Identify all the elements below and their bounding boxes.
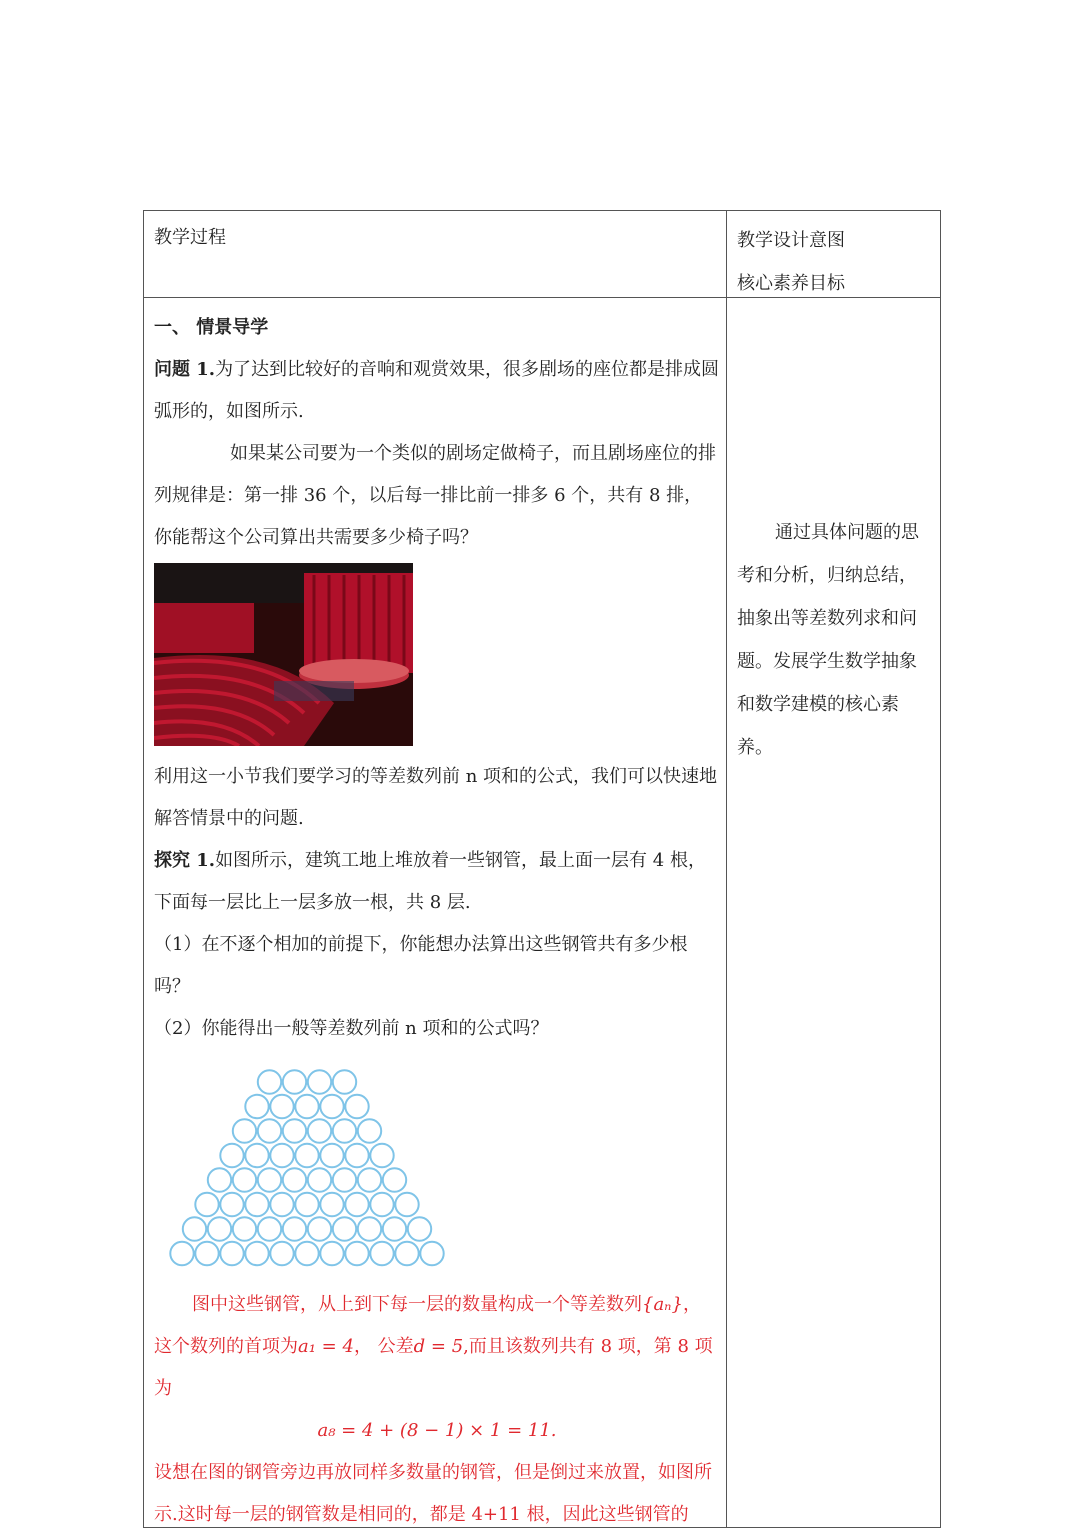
pipe — [233, 1217, 256, 1240]
pipe — [358, 1168, 381, 1191]
pipe — [345, 1095, 368, 1118]
pipe — [395, 1242, 418, 1265]
pipe — [195, 1193, 218, 1216]
first-term: a₁ = 4 — [298, 1336, 354, 1357]
common-difference: d = 5 — [413, 1336, 464, 1357]
pipe — [208, 1168, 231, 1191]
answer-line-1 — [154, 1284, 720, 1326]
explore-text: 如图所示，建筑工地上堆放着一些钢管，最上面一层有 4 根，下面每一层比上一层多放一根，共 8 层. — [154, 850, 706, 913]
pipe — [320, 1144, 343, 1167]
pipe — [333, 1168, 356, 1191]
pipe — [245, 1242, 268, 1265]
pipe — [258, 1168, 281, 1191]
pipe — [220, 1144, 243, 1167]
section-heading: 一、 情景导学 — [154, 317, 269, 338]
pipe — [183, 1217, 206, 1240]
pipe — [283, 1119, 306, 1142]
pipe — [395, 1193, 418, 1216]
pipe — [245, 1144, 268, 1167]
formula-text: a₈ = 4 + (8 − 1) × 1 = 11. — [317, 1420, 557, 1441]
teaching-process-content — [154, 307, 720, 1536]
pipe — [370, 1242, 393, 1265]
pipe — [283, 1070, 306, 1093]
pipe — [258, 1070, 281, 1093]
pipe — [245, 1193, 268, 1216]
lesson-table — [143, 210, 941, 1528]
pipe — [270, 1144, 293, 1167]
pipe — [220, 1193, 243, 1216]
pipe — [208, 1217, 231, 1240]
pipe — [295, 1193, 318, 1216]
pipe — [308, 1070, 331, 1093]
design-intent-content — [737, 511, 932, 769]
pipe — [345, 1144, 368, 1167]
pipe — [295, 1242, 318, 1265]
pipe — [308, 1168, 331, 1191]
pipe — [408, 1217, 431, 1240]
pipe — [308, 1217, 331, 1240]
pipe — [170, 1242, 193, 1265]
pipe — [345, 1193, 368, 1216]
pipe — [333, 1217, 356, 1240]
answer-line1-text: 图中这些钢管，从上到下每一层的数量构成一个等差数列 — [192, 1294, 642, 1315]
header-core-literacy-line2: 核心素养目标 — [737, 273, 845, 294]
pipe — [295, 1095, 318, 1118]
formula-intro-paragraph: 利用这一小节我们要学习的等差数列前 n 项和的公式，我们可以快速地解答情景中的问题. — [154, 766, 718, 829]
design-intent-text: 通过具体问题的思考和分析，归纳总结，抽象出等差数列求和问题。发展学生数学抽象和数学建模的核心素养。 — [737, 522, 919, 758]
pipe — [270, 1242, 293, 1265]
header-design-intent — [737, 219, 845, 305]
pipe — [383, 1168, 406, 1191]
header-teaching-process: 教学过程 — [154, 227, 226, 248]
question-1: （1）在不逐个相加的前提下，你能想办法算出这些钢管共有多少根吗？ — [154, 934, 688, 997]
pipe — [333, 1070, 356, 1093]
pipe — [233, 1168, 256, 1191]
pipe — [295, 1144, 318, 1167]
pipe — [370, 1193, 393, 1216]
pipe — [320, 1193, 343, 1216]
problem-label: 问题 1. — [154, 359, 216, 380]
answer-line-2 — [154, 1326, 720, 1410]
answer-line1-end: ， — [682, 1294, 701, 1315]
pipe — [195, 1242, 218, 1265]
answer-line2-end: ,而且该数列共有 8 项，第 8 项为 — [154, 1336, 713, 1399]
pipe — [345, 1242, 368, 1265]
pipe — [370, 1144, 393, 1167]
pipe — [358, 1217, 381, 1240]
eighth-term-formula — [154, 1410, 720, 1452]
pipe — [283, 1168, 306, 1191]
pipe — [270, 1193, 293, 1216]
explore-label: 探究 1. — [154, 850, 216, 871]
pipe — [358, 1119, 381, 1142]
pipe — [270, 1095, 293, 1118]
column-divider — [726, 211, 727, 1527]
theater-photo — [154, 563, 413, 746]
pipe — [420, 1242, 443, 1265]
answer-line2-text: 这个数列的首项为 — [154, 1336, 298, 1357]
pipe — [333, 1119, 356, 1142]
scenario-paragraph: 如果某公司要为一个类似的剧场定做椅子，而且剧场座位的排列规律是：第一排 36 个，以后每一排比前一排多 6 个，共有 8 排，你能帮这个公司算出共需要多少椅子吗？ — [154, 443, 716, 548]
pipe — [383, 1217, 406, 1240]
pipe — [320, 1242, 343, 1265]
problem-1 — [154, 349, 720, 433]
pipe-stack-figure — [162, 1068, 452, 1268]
question-2: （2）你能得出一般等差数列前 n 项和的公式吗？ — [154, 1018, 549, 1039]
explore-1 — [154, 840, 720, 924]
problem-text: 为了达到比较好的音响和观赏效果，很多剧场的座位都是排成圆弧形的，如图所示. — [154, 359, 720, 422]
pipe — [258, 1217, 281, 1240]
pipe — [308, 1119, 331, 1142]
pipe — [233, 1119, 256, 1142]
pipe — [258, 1119, 281, 1142]
pipe — [245, 1095, 268, 1118]
pipe — [283, 1217, 306, 1240]
answer-line2-mid: ， 公差 — [353, 1336, 414, 1357]
header-design-intent-line1: 教学设计意图 — [737, 230, 845, 251]
pipe — [220, 1242, 243, 1265]
answer-paragraph-3: 设想在图的钢管旁边再放同样多数量的钢管，但是倒过来放置，如图所示.这时每一层的钢管数是相同的，都是 4+11 根，因此这些钢管的 — [154, 1462, 712, 1525]
sequence-symbol: {aₙ} — [642, 1294, 683, 1315]
pipe — [320, 1095, 343, 1118]
